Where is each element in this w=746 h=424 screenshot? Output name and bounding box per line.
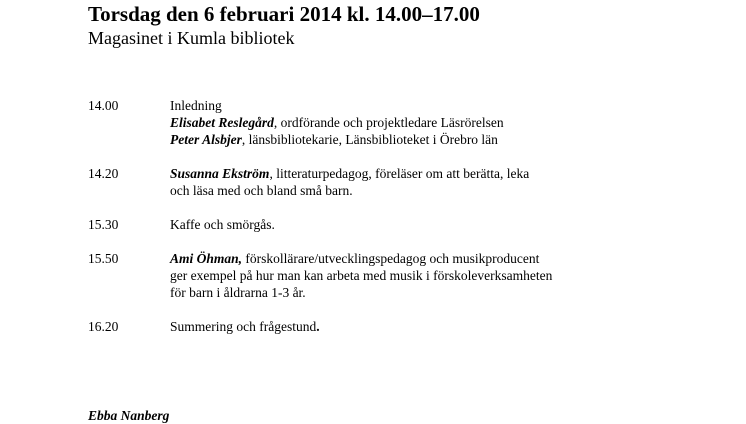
agenda-content xyxy=(170,97,728,148)
speaker-name: Ami Öhman, xyxy=(170,251,243,266)
agenda-line xyxy=(170,250,728,267)
agenda-text: för barn i åldrarna 1-3 år. xyxy=(170,285,306,300)
agenda-text: och läsa med och bland små barn. xyxy=(170,183,353,198)
agenda-item xyxy=(88,216,728,233)
agenda-line xyxy=(170,267,728,284)
agenda-line xyxy=(170,182,728,199)
agenda-text: , ordförande och projektledare Läsrörelsen xyxy=(273,115,504,130)
signature-name: Ebba Nanberg xyxy=(88,408,170,423)
agenda-item xyxy=(88,318,728,335)
agenda-line xyxy=(170,131,728,148)
agenda-content xyxy=(170,250,728,301)
agenda-list xyxy=(88,97,728,352)
agenda-line xyxy=(170,165,728,182)
agenda-line xyxy=(170,97,728,114)
speaker-name: Elisabet Reslegård xyxy=(170,115,274,130)
speaker-name: Peter Alsbjer xyxy=(170,132,242,147)
agenda-content xyxy=(170,318,728,335)
agenda-time: 14.20 xyxy=(88,166,119,181)
speaker-name: Susanna Ekström xyxy=(170,166,270,181)
agenda-line xyxy=(170,284,728,301)
agenda-text: Kaffe och smörgås. xyxy=(170,217,275,232)
agenda-trailing-punctuation: . xyxy=(316,319,320,334)
agenda-text: förskollärare/utvecklingspedagog och musikproducent xyxy=(242,251,540,266)
agenda-line xyxy=(170,216,728,233)
agenda-item xyxy=(88,250,728,301)
agenda-time: 14.00 xyxy=(88,98,119,113)
agenda-time: 15.50 xyxy=(88,251,119,266)
agenda-text: Summering och frågestund xyxy=(170,319,317,334)
agenda-content xyxy=(170,216,728,233)
agenda-content xyxy=(170,165,728,199)
agenda-item xyxy=(88,165,728,199)
agenda-line xyxy=(170,114,728,131)
agenda-line xyxy=(170,318,728,335)
agenda-text: , länsbibliotekarie, Länsbiblioteket i Örebro län xyxy=(241,132,498,147)
agenda-item xyxy=(88,97,728,148)
agenda-text: ger exempel på hur man kan arbeta med musik i förskoleverksamheten xyxy=(170,268,553,283)
agenda-text: Inledning xyxy=(170,98,222,113)
agenda-time: 15.30 xyxy=(88,217,119,232)
agenda-time: 16.20 xyxy=(88,319,119,334)
event-location: Magasinet i Kumla bibliotek xyxy=(88,28,295,48)
agenda-text: , litteraturpedagog, föreläser om att berätta, leka xyxy=(269,166,530,181)
event-date-title: Torsdag den 6 februari 2014 kl. 14.00–17.00 xyxy=(88,2,480,26)
